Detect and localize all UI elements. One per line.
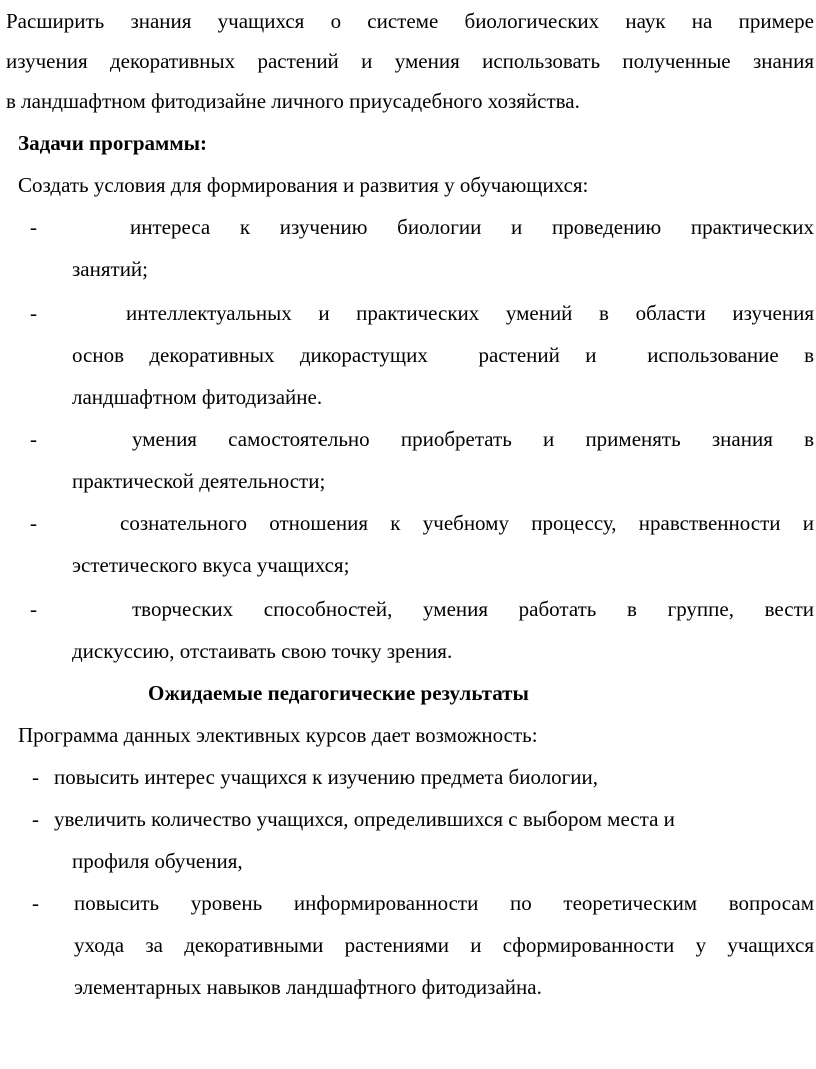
result-2-dash: - <box>32 807 39 831</box>
task-1-line-1: интереса к изучению биологии и проведению практических <box>130 215 814 239</box>
intro-line-3: в ландшафтном фитодизайне личного приусадебного хозяйства. <box>6 89 580 113</box>
result-3-line-3: элементарных навыков ландшафтного фитодизайна. <box>74 975 542 999</box>
result-1-line-1: повысить интерес учащихся к изучению предмета биологии, <box>54 765 599 789</box>
task-2-line-1: интеллектуальных и практических умений в области изучения <box>126 301 814 325</box>
task-2-dash: - <box>30 301 37 325</box>
results-heading: Ожидаемые педагогические результаты <box>148 681 529 705</box>
task-1-dash: - <box>30 215 37 239</box>
result-3-line-2: ухода за декоративными растениями и сформированности у учащихся <box>74 933 814 957</box>
intro-line-2: изучения декоративных растений и умения использовать полученные знания <box>6 49 814 73</box>
task-4-line-2: эстетического вкуса учащихся; <box>72 553 350 577</box>
task-5-line-2: дискуссию, отстаивать свою точку зрения. <box>72 639 453 663</box>
result-3-dash: - <box>32 891 39 915</box>
task-2-line-2: основ декоративных дикорастущих растений и использование в <box>72 343 814 367</box>
task-3-dash: - <box>30 427 37 451</box>
tasks-lead: Создать условия для формирования и развития у обучающихся: <box>18 173 589 197</box>
result-3-line-1: повысить уровень информированности по теоретическим вопросам <box>74 891 814 915</box>
task-4-dash: - <box>30 511 37 535</box>
results-lead: Программа данных элективных курсов дает возможность: <box>18 723 538 747</box>
tasks-heading: Задачи программы: <box>18 131 208 155</box>
task-1-line-2: занятий; <box>72 257 149 281</box>
task-3-line-1: умения самостоятельно приобретать и применять знания в <box>132 427 814 451</box>
result-2-line-2: профиля обучения, <box>72 849 243 873</box>
result-1-dash: - <box>32 765 39 789</box>
task-5-dash: - <box>30 597 37 621</box>
task-2-line-3: ландшафтном фитодизайне. <box>72 385 323 409</box>
intro-line-1: Расширить знания учащихся о системе биологических наук на примере <box>6 9 814 33</box>
result-2-line-1: увеличить количество учащихся, определившихся с выбором места и <box>54 807 675 831</box>
task-3-line-2: практической деятельности; <box>72 469 326 493</box>
task-5-line-1: творческих способностей, умения работать в группе, вести <box>132 597 814 621</box>
task-4-line-1: сознательного отношения к учебному процессу, нравственности и <box>120 511 814 535</box>
